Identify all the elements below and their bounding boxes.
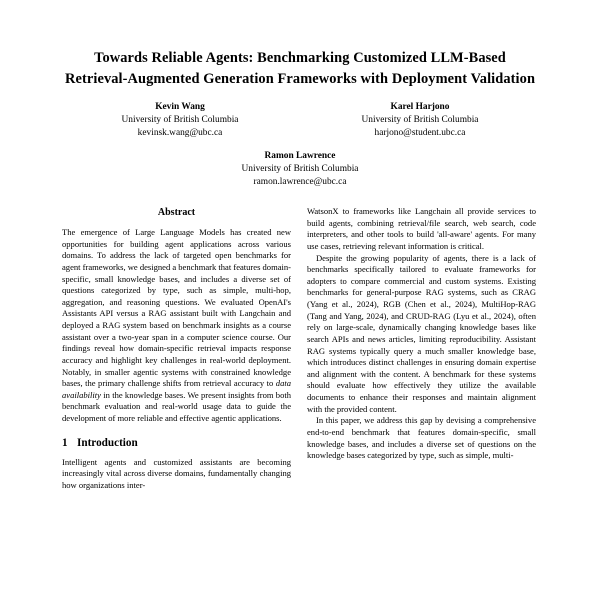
column-right xyxy=(307,206,536,600)
abstract-text-part1: The emergence of Large Language Models has created new opportunities for building agent applications across various domains. To address the lack of targeted open benchmarks for agent frameworks, we designed a benchmark that features domain-specific, small knowledge bases, and includes a diverse set of questions categorized by type, such as simple, multi-hop, aggregation, and reasoning questions. We evaluated OpenAI's Assistants API versus a RAG assistant built with Langchain and deployed a RAG system based on benchmark insights as a course assistant over a two-year span in a computer science course. Our findings reveal how domain-specific retrieval impacts response accuracy and highlight key challenges in real-world deployment. Notably, in smaller agentic systems with constrained knowledge bases, the primary challenge shifts from retrieval accuracy to xyxy=(62,227,291,389)
section-heading-introduction xyxy=(62,436,291,450)
title-line-1: Towards Reliable Agents: Benchmarking Customized LLM-Based xyxy=(94,50,506,66)
author-affiliation: University of British Columbia xyxy=(241,163,359,174)
author-email[interactable]: kevinsk.wang@ubc.ca xyxy=(137,128,223,139)
author-affiliation: University of British Columbia xyxy=(361,115,479,126)
intro-paragraph-1: Intelligent agents and customized assistants are becoming increasingly vital across diverse domains, fundamentally changing how organizations inter- xyxy=(62,456,291,490)
right-paragraph-1: WatsonX to frameworks like Langchain all provide services to build agents, combining retrieval/file search, web search, code interpreters, and other tools to build 'all-aware' agents. For many use cases, retrieving relevant information is critical. xyxy=(307,206,536,251)
right-paragraph-2: Despite the growing popularity of agents, there is a lack of benchmarks specifically tailored to evaluate frameworks for adopters to compare commercial and custom systems. Existing benchmarks for general-purpose RAG systems, such as CRAG (Yang et al., 2024), RGB (Chen et al., 2024), MultiHop-RAG (Tang and Yang, 2024), and CRUD-RAG (Lyu et al., 2024), often rely on large-scale, dynamically changing knowledge bases like search APIs and news articles, limiting reproducibility. Assistant RAG systems typically query a much smaller knowledge base, which introduces distinct challenges in ensuring domain expertise and alignment with the content. A benchmark for these systems should evaluate how effectively they utilize the available documents to enhance their responses and maintain alignment with the provided content. xyxy=(307,252,536,414)
author-name: Ramon Lawrence xyxy=(264,150,336,161)
abstract-paragraph xyxy=(62,227,291,425)
section-number: 1 xyxy=(62,436,68,449)
author-name: Kevin Wang xyxy=(155,102,205,112)
author-email[interactable]: ramon.lawrence@ubc.ca xyxy=(253,177,347,188)
body-columns xyxy=(0,206,600,600)
abstract-italic-phrase: data availability xyxy=(62,378,291,400)
title-line-2: Retrieval-Augmented Generation Frameworks with Deployment Validation xyxy=(65,70,536,87)
author-entry-2 xyxy=(300,101,540,141)
author-entry-1 xyxy=(60,101,300,141)
section-title: Introduction xyxy=(77,436,138,449)
author-entry-3 xyxy=(0,150,600,190)
column-left xyxy=(62,206,291,600)
page-title xyxy=(65,48,535,89)
title-block xyxy=(0,0,600,189)
author-affiliation: University of British Columbia xyxy=(121,115,239,126)
author-name: Karel Harjono xyxy=(390,102,450,112)
abstract-heading: Abstract xyxy=(157,207,196,218)
author-block xyxy=(0,101,600,189)
author-email[interactable]: harjono@student.ubc.ca xyxy=(374,128,466,139)
right-paragraph-3: In this paper, we address this gap by devising a comprehensive end-to-end benchmark that features domain-specific, small knowledge bases, and includes a diverse set of questions on the knowledge bases categorized by type, such as simple, multi- xyxy=(307,415,536,461)
abstract-text-part2: in the knowledge bases. We present insights from both benchmark evaluation and real-world usage data to guide the development of more reliable and effective agentic applications. xyxy=(62,389,291,423)
author-row-top xyxy=(0,101,600,141)
